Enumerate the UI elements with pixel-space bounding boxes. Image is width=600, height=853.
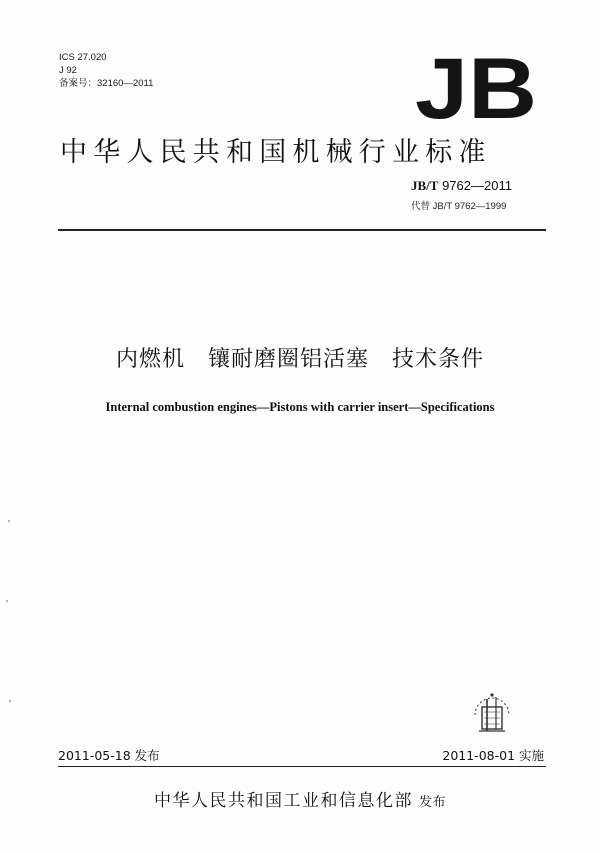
- record-number: 备案号：32160—2011: [59, 78, 154, 89]
- classification-block: [59, 51, 153, 90]
- document-title-en: Internal combustion engines—Pistons with carrier insert—Specifications: [105, 400, 495, 414]
- issue-date: 2011-05-18 发布: [58, 748, 160, 763]
- issuer-name: 中华人民共和国工业和信息化部: [153, 791, 413, 811]
- standard-number: [411, 178, 512, 194]
- document-title-cn: 内燃机 镶耐磨圈铝活塞 技术条件: [115, 347, 484, 372]
- jb-logo: [414, 50, 538, 124]
- scan-speck: [6, 600, 8, 602]
- publisher-seal-icon: [465, 685, 519, 739]
- standard-number-value: 9762—2011: [438, 178, 512, 193]
- footer-divider: [58, 766, 546, 767]
- class-code: J 92: [59, 65, 77, 76]
- ics-code: ICS 27.020: [59, 52, 107, 63]
- standard-prefix: JB/T: [411, 178, 439, 193]
- jb-logo-text: JB: [415, 50, 537, 124]
- issuing-authority: [0, 786, 600, 811]
- replaces-standard: 代替 JB/T 9762—1999: [411, 201, 507, 212]
- scan-speck: [8, 520, 10, 522]
- issuer-suffix: 发布: [418, 795, 446, 810]
- industry-standard-title: 中华人民共和国机械行业标准: [60, 137, 492, 168]
- header-divider: [58, 229, 546, 231]
- scan-speck: [9, 700, 11, 702]
- implementation-date: 2011-08-01 实施: [442, 748, 544, 763]
